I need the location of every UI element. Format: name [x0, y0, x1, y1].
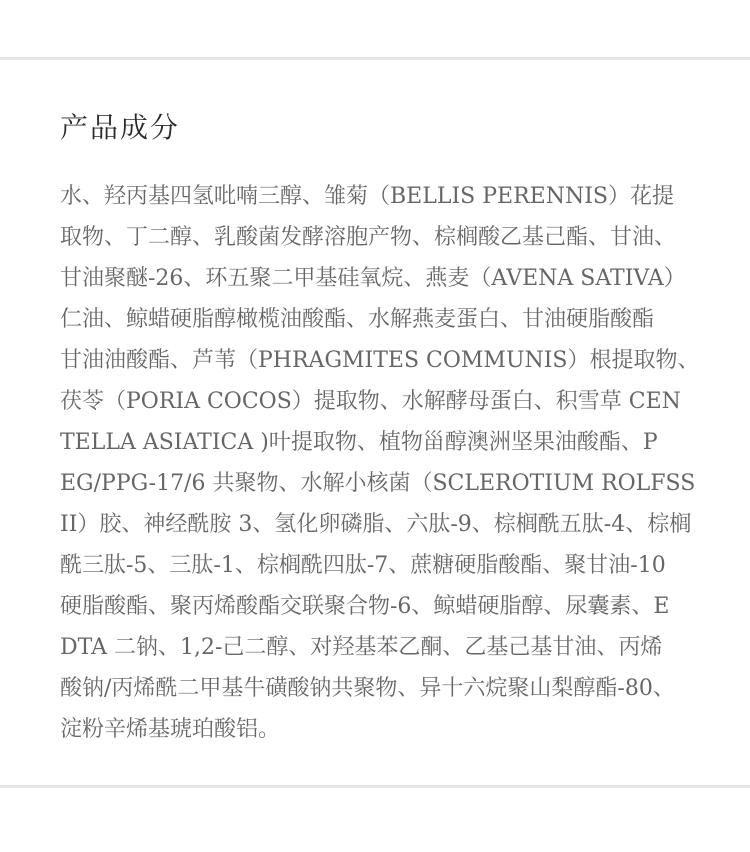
ingredients-line: 甘油聚醚-26、环五聚二甲基硅氧烷、燕麦（AVENA SATIVA）	[60, 266, 686, 291]
ingredients-line: 硬脂酸酯、聚丙烯酸酯交联聚合物-6、鲸蜡硬脂醇、尿囊素、E	[60, 594, 670, 619]
ingredients-line: 酸钠/丙烯酰二甲基牛磺酸钠共聚物、异十六烷聚山梨醇酯-80、	[60, 676, 675, 701]
ingredients-line: II）胶、神经酰胺 3、氢化卵磷脂、六肽-9、棕榈酰五肽-4、棕榈	[60, 512, 692, 537]
ingredients-line: TELLA ASIATICA )叶提取物、植物甾醇澳洲坚果油酸酯、P	[60, 430, 658, 455]
ingredients-line: EG/PPG-17/6 共聚物、水解小核菌（SCLEROTIUM ROLFSS	[60, 471, 696, 496]
top-divider	[0, 57, 750, 60]
ingredients-text	[60, 176, 700, 750]
ingredients-line: 淀粉辛烯基琥珀酸铝。	[60, 717, 281, 742]
ingredients-line: 甘油油酸酯、芦苇（PHRAGMITES COMMUNIS）根提取物、	[60, 348, 700, 373]
ingredients-line: 酰三肽-5、三肽-1、棕榈酰四肽-7、蔗糖硬脂酸酯、聚甘油-10	[60, 553, 666, 578]
ingredients-line: 仁油、鲸蜡硬脂醇橄榄油酸酯、水解燕麦蛋白、甘油硬脂酸酯	[60, 307, 655, 332]
ingredients-line: DTA 二钠、1,2-己二醇、对羟基苯乙酮、乙基己基甘油、丙烯	[60, 635, 663, 660]
ingredients-line: 茯苓（PORIA COCOS）提取物、水解酵母蛋白、积雪草 CEN	[60, 389, 681, 414]
ingredients-line: 取物、丁二醇、乳酸菌发酵溶胞产物、棕榈酸乙基己酯、甘油、	[60, 225, 677, 250]
ingredients-line: 水、羟丙基四氢吡喃三醇、雏菊（BELLIS PERENNIS）花提	[60, 184, 674, 209]
bottom-divider	[0, 785, 750, 788]
section-title: 产品成分	[60, 111, 181, 144]
ingredients-section	[60, 104, 690, 152]
